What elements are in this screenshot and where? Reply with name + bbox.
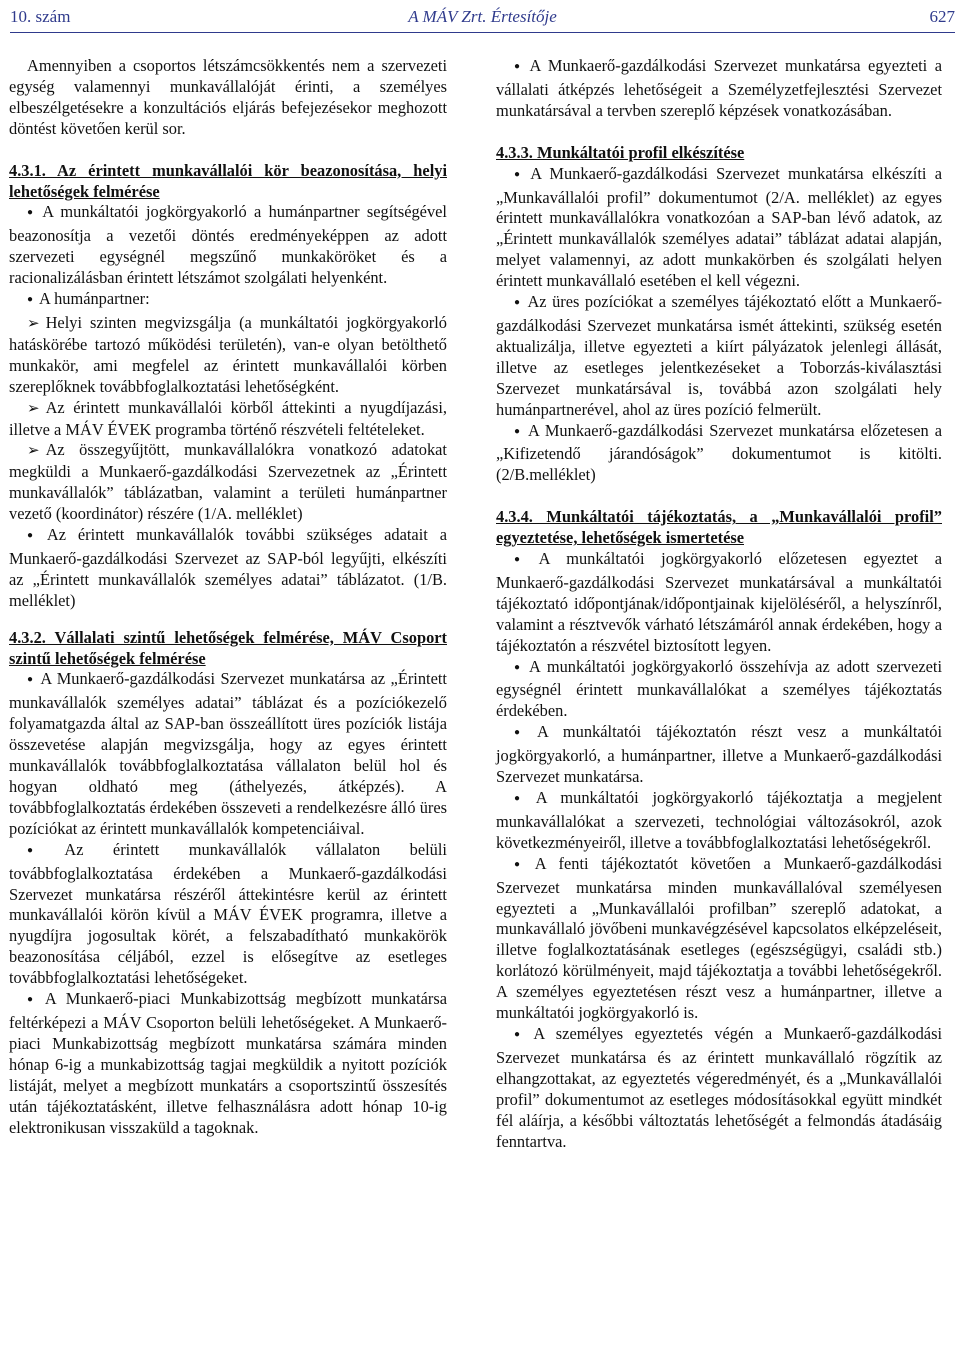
paragraph: ● Az érintett munkavállalók vállalaton belüli továbbfoglalkoztatása érdekében a Munkaerő-gazdálkodási Szervezet munkatársa részéről áttekintésre kerül az érintett munkavállalói körön kívül a MÁV ÉVEK programra, illetve a nyugdíjra jogosultak körét, a felszabadítható munkakörök beazonosítása céljából, ezzel is elősegítve az esetleges továbbfoglalkoztatási lehetőségeket. (9, 840, 447, 989)
issue-number: 10. szám (10, 7, 71, 26)
paragraph: ● A munkáltatói tájékoztatón részt vesz a munkáltatói jogkörgyakorló, a humánpartner, illetve a Munkaerő-gazdálkodási Szervezet munkatársa. (496, 722, 942, 788)
section-4-3-1-heading: 4.3.1. Az érintett munkavállalói kör beazonosítása, helyi lehetőségek felmérése (9, 160, 447, 201)
paragraph: ● A munkáltatói jogkörgyakorló a humánpartner segítségével beazonosítja a vezetői döntés eredményeképpen az adott szervezeti egységnél megszűnő munkaköröket és a racionalizálásban érintett létszámot szolgálati helyenként. (9, 202, 447, 289)
intro-paragraph: Amennyiben a csoportos létszámcsökkentés nem a szervezeti egység valamennyi munkavállalóját érinti, a személyes elbeszélgetésekre a konzultációs eljárás befejezésekor meghozott döntést követően kerül sor. (9, 56, 447, 138)
paragraph: ● A Munkaerő-gazdálkodási Szervezet munkatársa elkészíti a „Munkavállalói profil” dokumentumot (2/A. melléklet) az egyes érintett munkavállalókra vonatkozóan a SAP-ban lévő adatok, az „Érintett munkavállalók személyes adatai” táblázat adatai alapján, melyet valamennyi, az adott munkakörben és szolgálati helyen érintett munkavállaló esetében el kell végezni. (496, 164, 942, 292)
arrow-list-item: ➢ Az érintett munkavállalói körből áttekinti a nyugdíjazási, illetve a MÁV ÉVEK programba történő részvételi feltételeket. (9, 398, 447, 441)
right-column (496, 56, 942, 1152)
arrow-list-item: ➢ Helyi szinten megvizsgálja (a munkáltatói jogkörgyakorló hatáskörébe tartozó működési területén), van-e olyan betölthető munkakör, ami megfelel az érintett munkavállalói körben szereplőknek továbbfoglalkoztatási lehetőségként. (9, 313, 447, 398)
section-4-3-4-heading: 4.3.4. Munkáltatói tájékoztatás, a „Munkavállalói profil” egyeztetése, lehetőségek ismertetése (496, 507, 942, 548)
paragraph: ● A fenti tájékoztatót követően a Munkaerő-gazdálkodási Szervezet munkatársa minden munkavállalóval személyesen egyezteti a „Munkavállalói profilban” szereplő adatokat, a munkavállaló jövőbeni munkavégzésével kapcsolatos elképzeléseit, illetve foglalkoztatásának esetleges (egészségügyi, családi stb.) korlátozó körülményeit, majd tájékoztatja a további lehetőségekről. A személyes egyeztetésen részt vesz a humánpartner, illetve a munkáltatói jogkörgyakorló is. (496, 854, 942, 1024)
page-number: 627 (929, 7, 955, 26)
journal-title: A MÁV Zrt. Értesítője (408, 7, 557, 26)
paragraph: ● A Munkaerő-gazdálkodási Szervezet munkatársa egyezteti a vállalati átképzés lehetőségeit a Személyzetfejlesztési Szervezet munkatársával a tervben szereplő képzések vonatkozásában. (496, 56, 942, 122)
paragraph: ● A Munkaerő-gazdálkodási Szervezet munkatársa előzetesen a „Kifizetendő járandóságok” dokumentumot is kitölti. (2/B.melléklet) (496, 421, 942, 487)
paragraph: ● A munkáltatói jogkörgyakorló tájékoztatja a megjelent munkavállalókat a szervezeti, technológiai változásokról, azok következményeiről, illetve a továbbfoglalkoztatási lehetőségekről. (496, 788, 942, 854)
paragraph: ● A személyes egyeztetés végén a Munkaerő-gazdálkodási Szervezet munkatársa és az érintett munkavállaló rögzítik az elhangzottakat, az egyeztetés végeredményét, és a „Munkavállalói profil” dokumentumot az esetleges módosításokkal együtt mindkét fél aláírja, a későbbi változtatás lehetőségét a felmondás átadásáig fenntartva. (496, 1024, 942, 1152)
page-header (10, 5, 955, 31)
section-4-3-3-heading: 4.3.3. Munkáltatói profil elkészítése (496, 142, 745, 162)
paragraph: ● A Munkaerő-piaci Munkabizottság megbízott munkatársa feltérképezi a MÁV Csoporton belüli lehetőségeket. A Munkaerő-piaci Munkabizottság megbízott munkatársa számára minden hónap 6-ig a munkabizottság tagjai megküldik a nyitott pozíciók listáját, melyet a megbízott munkatárs a csoportszintű összesítés után tájékoztatásként, illetve felhasználásra adott hónap 10-ig elektronikusan visszaküld a tagoknak. (9, 989, 447, 1138)
paragraph: ● A humánpartner: (9, 289, 447, 313)
paragraph: ● A Munkaerő-gazdálkodási Szervezet munkatársa az „Érintett munkavállalók személyes adatai” táblázat és a pozíciókezelő folyamatgazda által az SAP-ban összeállított üres pozíciók listája összevetése alapján megvizsgálja, hogy az egyes érintett munkavállalók továbbfoglalkoztatása vállalaton belül hol és hogyan oldható meg (áthelyezés, átképzés). A továbbfoglalkoztatás érdekében összeveti a rendelkezésre álló üres pozíciókat az érintett munkavállalók kompetenciáival. (9, 669, 447, 839)
header-rule (10, 32, 955, 33)
paragraph: ● Az üres pozíciókat a személyes tájékoztató előtt a Munkaerő-gazdálkodási Szervezet munkatársa ismét áttekinti, szükség esetén aktualizálja, illetve egyezteti a kiírt pályázatok jelenlegi állását, illetve az esetleges jelentkezéseket a Toborzás-kiválasztási Szervezet munkatársával is, továbbá azon szolgálati hely humánpartnerével, ahol az üres pozíció felmerült. (496, 292, 942, 420)
paragraph: ● A munkáltatói jogkörgyakorló összehívja az adott szervezeti egységnél érintett munkavállalókat a személyes tájékoztatás érdekében. (496, 657, 942, 723)
paragraph: ● A munkáltatói jogkörgyakorló előzetesen egyeztet a Munkaerő-gazdálkodási Szervezet munkatársával a munkáltatói tájékoztató időpontjának/időpontjainak kijelöléséről, a helyszínről, valamint a résztvevők várható létszámáról annak érdekében, hogy a tájékoztatón a részvétel biztosított legyen. (496, 549, 942, 657)
section-4-3-2-heading: 4.3.2. Vállalati szintű lehetőségek felmérése, MÁV Csoport szintű lehetőségek felmérése (9, 627, 447, 668)
arrow-list-item: ➢ Az összegyűjtött, munkavállalókra vonatkozó adatokat megküldi a Munkaerő-gazdálkodási Szervezetnek az „Érintett munkavállalók” táblázatban, valamint a területi humánpartner vezető (koordinátor) részére (1/A. melléklet) (9, 440, 447, 525)
left-column (9, 56, 447, 1138)
paragraph: ● Az érintett munkavállalók további szükséges adatait a Munkaerő-gazdálkodási Szervezet az SAP-ból legyűjti, elkészíti az „Érintett munkavállalók személyes adatai” táblázatot. (1/B. melléklet) (9, 525, 447, 612)
